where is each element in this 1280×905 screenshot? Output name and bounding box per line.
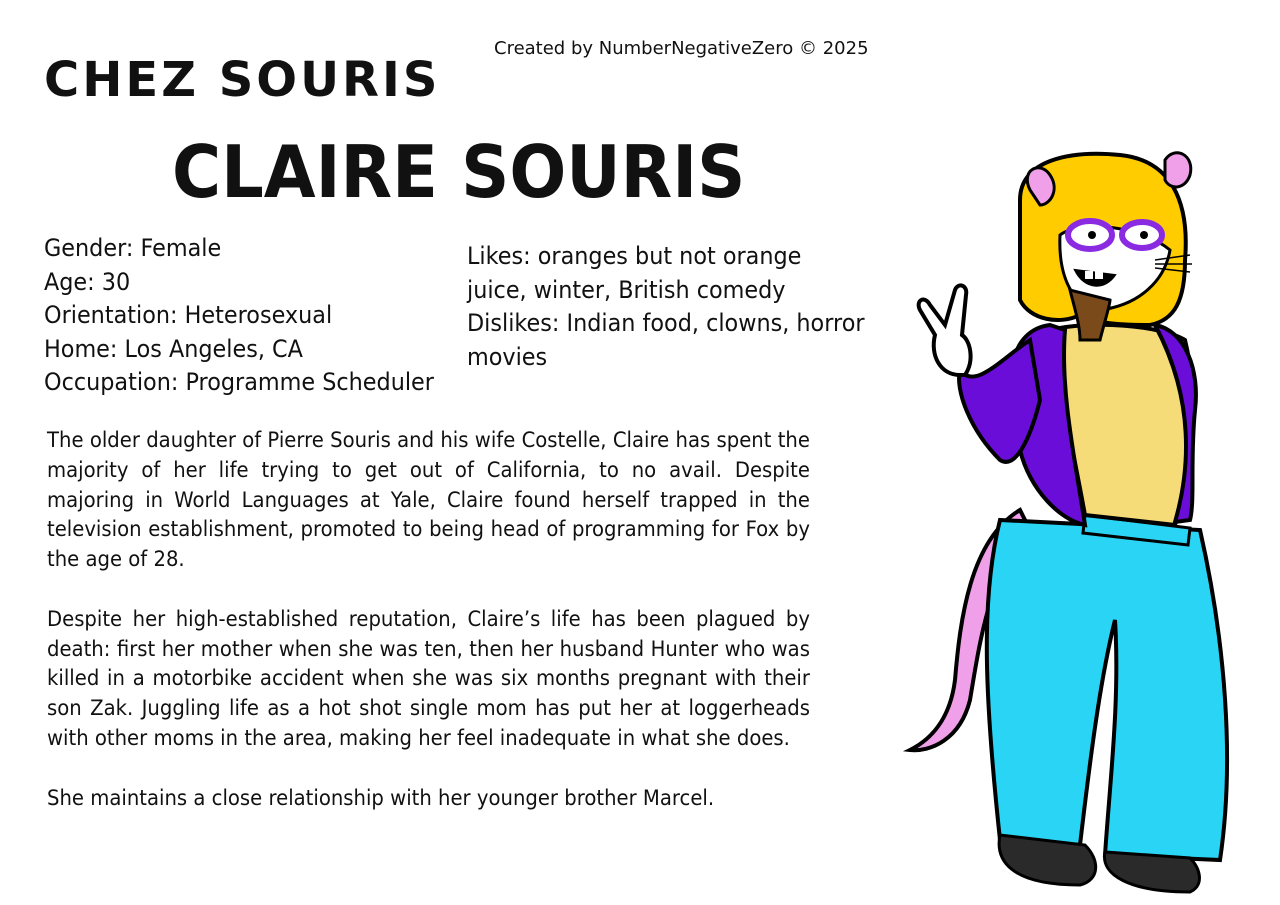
peace-hand xyxy=(919,285,971,375)
character-stats xyxy=(44,232,434,400)
stat-home: Home: Los Angeles, CA xyxy=(44,334,303,363)
stat-gender: Gender: Female xyxy=(44,234,222,262)
credit-line: Created by NumberNegativeZero © 2025 xyxy=(494,38,869,59)
likes-text: Likes: oranges but not orange juice, winter, British comedy xyxy=(467,242,802,304)
stat-occupation: Occupation: Programme Scheduler xyxy=(44,368,434,396)
dislikes-text: Dislikes: Indian food, clowns, horror movies xyxy=(467,309,865,371)
character-name: CLAIRE SOURIS xyxy=(172,130,746,214)
biography xyxy=(47,426,810,843)
stat-age: Age: 30 xyxy=(44,267,131,296)
character-preferences xyxy=(467,240,867,374)
character-illustration xyxy=(900,140,1250,900)
bio-paragraph-2: Despite her high-established reputation, Claire’s life has been plagued by death: first her mother when she was ten, then her husband Hunter who was killed in a motorbike accident when she was six months pregnant with their son Zak. Juggling life as a hot shot single mom has put her at loggerheads with other moms in the area, making her feel inadequate in what she does. xyxy=(47,606,810,750)
stat-orientation: Orientation: Heterosexual xyxy=(44,301,333,329)
right-shoe xyxy=(1104,852,1199,892)
jeans xyxy=(987,520,1227,860)
right-ear xyxy=(1165,153,1191,187)
bio-paragraph-1: The older daughter of Pierre Souris and his wife Costelle, Claire has spent the majority of her life trying to get out of California, to no avail. Despite majoring in World Languages at Yale, Claire found herself trapped in the television establishment, promoted to being head of programming for Fox by the age of 28. xyxy=(47,428,810,572)
bio-paragraph-3: She maintains a close relationship with her younger brother Marcel. xyxy=(47,785,715,810)
series-logo: CHEZ SOURIS xyxy=(44,52,441,108)
